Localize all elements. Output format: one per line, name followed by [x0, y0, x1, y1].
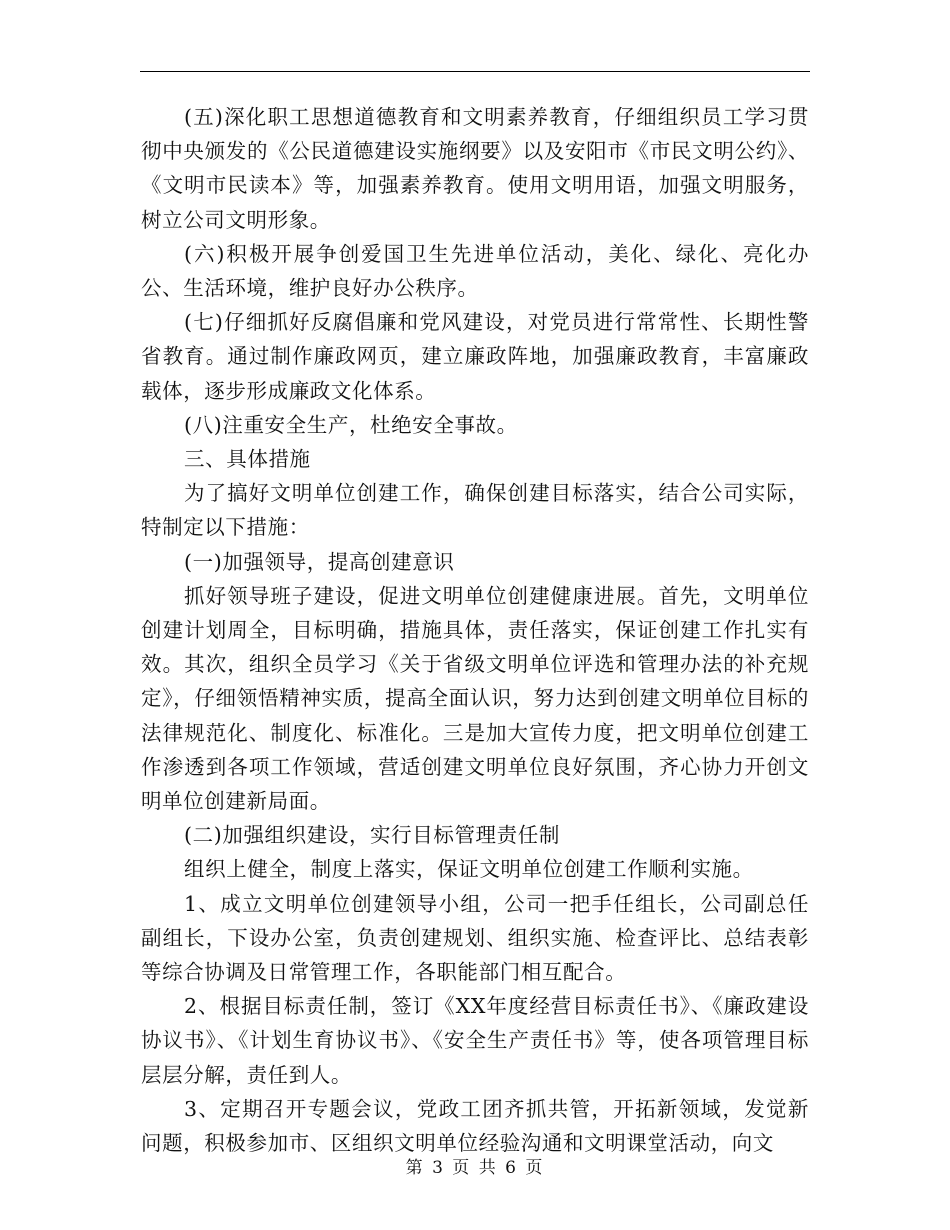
paragraph-measures-intro: 为了搞好文明单位创建工作，确保创建目标落实，结合公司实际，特制定以下措施：	[141, 481, 809, 540]
paragraph-point-2: 2、根据目标责任制，签订《XX年度经营目标责任书》、《廉政建设协议书》、《计划生育协议书》、《安全生产责任书》等，使各项管理目标层层分解，责任到人。	[141, 994, 809, 1087]
paragraph-item-6: (六)积极开展争创爱国卫生先进单位活动，美化、绿化、亮化办公、生活环境，维护良好办公秩序。	[141, 241, 809, 301]
paragraph-item-8: (八)注重安全生产，杜绝安全事故。	[184, 412, 518, 437]
section-heading-measures: 三、具体措施	[184, 447, 311, 472]
page-number-footer: 第 3 页 共 6 页	[405, 1158, 545, 1178]
paragraph-leadership: 抓好领导班子建设，促进文明单位创建健康进展。首先，文明单位创建计划周全，目标明确，措施具体，责任落实，保证创建工作扎实有效。其次，组织全员学习《关于省级文明单位评选和管理办法的补充规定》，仔细领悟精神实质，提高全面认识，努力达到创建文明单位目标的法律规范化、制度化、标准化。三是加大宣传力度，把文明单位创建工作渗透到各项工作领域，营适创建文明单位良好氛围，齐心协力开创文明单位创建新局面。	[141, 583, 809, 814]
subheading-organization: (二)加强组织建设，实行目标管理责任制	[184, 823, 560, 848]
paragraph-point-1: 1、成立文明单位创建领导小组，公司一把手任组长，公司副总任副组长，下设办公室，负责创建规划、组织实施、检查评比、总结表彰等综合协调及日常管理工作，各职能部门相互配合。	[141, 891, 809, 985]
subheading-leadership: (一)加强领导，提高创建意识	[184, 549, 455, 574]
paragraph-item-7: (七)仔细抓好反腐倡廉和党风建设，对党员进行常常性、长期性警省教育。通过制作廉政网页，建立廉政阵地，加强廉政教育，丰富廉政载体，逐步形成廉政文化体系。	[141, 310, 809, 403]
paragraph-point-3: 3、定期召开专题会议，党政工团齐抓共管，开拓新领域，发觉新问题，积极参加市、区组织文明单位经验沟通和文明课堂活动，向文	[141, 1096, 809, 1156]
paragraph-item-5: (五)深化职工思想道德教育和文明素养教育，仔细组织员工学习贯彻中央颁发的《公民道德建设实施纲要》以及安阳市《市民文明公约》、《文明市民读本》等，加强素养教育。使用文明用语，加强文明服务，树立公司文明形象。	[141, 105, 809, 232]
paragraph-organization: 组织上健全，制度上落实，保证文明单位创建工作顺利实施。	[184, 857, 754, 882]
document-body	[141, 100, 809, 1160]
header-rule	[140, 71, 810, 72]
